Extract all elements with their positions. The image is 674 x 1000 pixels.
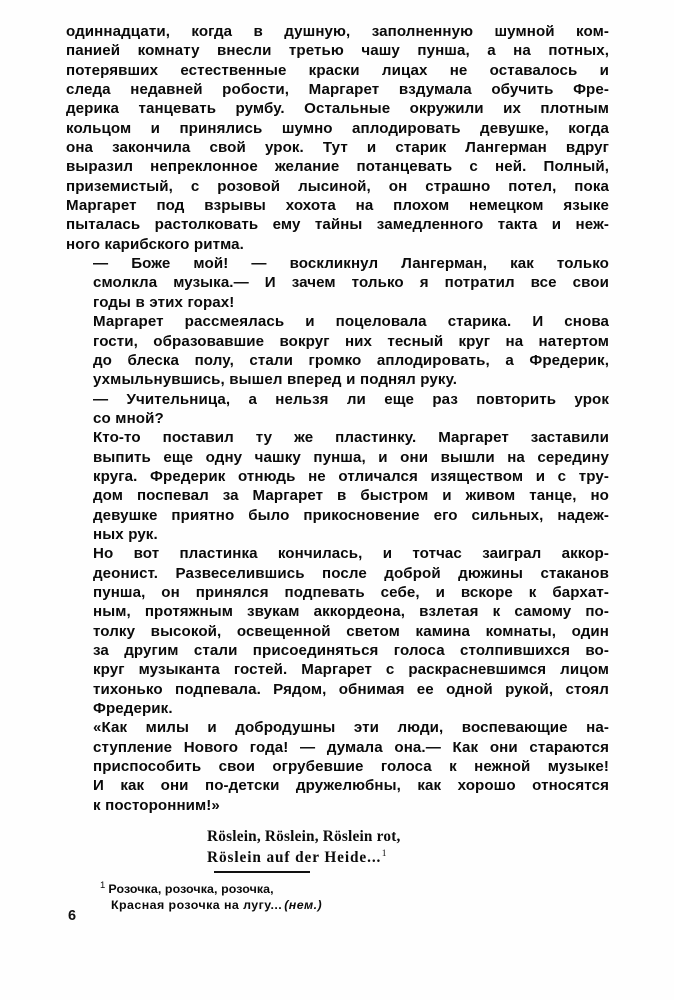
text-line: за другим стали присоединяться голоса столпившихся во-: [93, 642, 609, 659]
footnote-line-2-text: Красная розочка на лугу...: [111, 898, 283, 913]
text-line: со мной?: [93, 409, 164, 427]
text-line: дом поспевал за Маргарет в быстром и живом танце, но: [93, 487, 609, 505]
text-line: Но вот пластинка кончилась, и тотчас заиграл аккор-: [93, 545, 609, 563]
text-line: девушке приятно было прикосновение его сильных, надеж-: [93, 506, 609, 524]
text-line: круг музыканта гостей. Маргарет с раскрасневшимся лицом: [93, 661, 609, 679]
text-line: ных рук.: [93, 525, 158, 543]
text-line: панией комнату внесли третью чашу пунша, а на потных,: [66, 42, 609, 60]
text-line: смолкла музыка.— И зачем только я потратил все свои: [93, 274, 609, 292]
text-line: круга. Фредерик отнюдь не отличался изяществом и с тру-: [93, 467, 609, 485]
text-line: следа недавней робости, Маргарет вздумала обучить Фре-: [66, 81, 609, 99]
footnote-reference-marker: 1: [381, 848, 388, 859]
text-line: Кто-то поставил ту же пластинку. Маргарет заставили: [93, 429, 609, 447]
paragraph-5: [66, 428, 609, 544]
paragraph-7: [66, 718, 609, 815]
text-line: одиннадцати, когда в душную, заполненную шумной ком-: [66, 23, 609, 40]
footnote-line-1-text: Розочка, розочка, розочка,: [108, 882, 274, 896]
text-line: гости, образовавшие вокруг них тесный круг на натертом: [93, 332, 609, 350]
text-line: пыталась растолковать ему тайны замедленного такта и неж-: [66, 216, 609, 234]
footnote-line-1: [100, 881, 322, 897]
text-line: тихонько подпевала. Рядом, обнимая ее одной рукой, стоял: [93, 680, 609, 698]
text-line: ухмыльнувшись, вышел вперед и поднял руку.: [93, 371, 458, 389]
text-line: выразил непреклонное желание потанцевать с ней. Полный,: [66, 158, 609, 176]
verse-line-1: Röslein, Röslein, Röslein rot,: [207, 828, 401, 845]
paragraph-3: [66, 312, 609, 389]
paragraph-4: [66, 390, 609, 429]
verse-line-2-text: Röslein auf der Heide...: [207, 849, 382, 866]
paragraph-1: [66, 22, 609, 254]
paragraph-2: [66, 254, 609, 312]
text-line: приспособить свои огрубевшие голоса к нежной музыке!: [93, 758, 609, 776]
text-line: ным, протяжным звукам аккордеона, взлетая к самому по-: [93, 603, 609, 621]
text-line: ступление Нового года! — думала она.— Как они стараются: [93, 738, 609, 756]
song-verse-quotation: [207, 826, 401, 868]
text-line: — Боже мой! — воскликнул Лангерман, как только: [93, 255, 609, 273]
footnote-separator-rule: [214, 871, 310, 873]
text-line: ного карибского ритма.: [66, 235, 244, 253]
text-line: дерика танцевать румбу. Остальные окружили их плотным: [66, 100, 609, 118]
text-line: Маргарет под взрывы хохота на плохом немецком языке: [66, 197, 609, 215]
text-line: до блеска полу, стали громко аплодировать, а Фредерик,: [93, 351, 609, 369]
text-line: приземистый, с розовой лысиной, он страшно потел, пока: [66, 177, 609, 195]
footnote-marker: 1: [100, 879, 106, 891]
text-line: выпить еще одну чашку пунша, и они вышли на середину: [93, 448, 609, 466]
page-number: 6: [68, 908, 77, 924]
footnote-block: [100, 881, 322, 914]
text-line: Фредерик.: [93, 700, 173, 718]
text-line: — Учительница, а нельзя ли еще раз повторить урок: [93, 390, 609, 408]
text-line: «Как милы и добродушны эти люди, воспевающие на-: [93, 719, 609, 737]
footnote-line-2: [100, 897, 322, 913]
body-text-column: [66, 22, 609, 815]
text-line: деонист. Развеселившись после доброй дюжины стаканов: [93, 564, 609, 582]
text-line: толку высокой, освещенной светом камина комнаты, один: [93, 622, 609, 640]
paragraph-6: [66, 544, 609, 718]
text-line: Маргарет рассмеялась и поцеловала старика. И снова: [93, 313, 609, 331]
text-line: пунша, он принялся подпевать себе, и вскоре к бархат-: [93, 583, 609, 601]
text-line: к посторонним!»: [93, 796, 220, 814]
text-line: потерявших естественные краски лицах не оставалось и: [66, 61, 609, 79]
text-line: кольцом и принялись шумно аплодировать девушке, когда: [66, 119, 609, 137]
verse-line-2: [207, 847, 401, 868]
footnote-language-note: (нем.): [284, 898, 323, 913]
text-line: И как они по-детски дружелюбны, как хорошо относятся: [93, 777, 609, 795]
text-line: она закончила свой урок. Тут и старик Лангерман вдруг: [66, 139, 609, 157]
text-line: годы в этих горах!: [93, 293, 235, 311]
